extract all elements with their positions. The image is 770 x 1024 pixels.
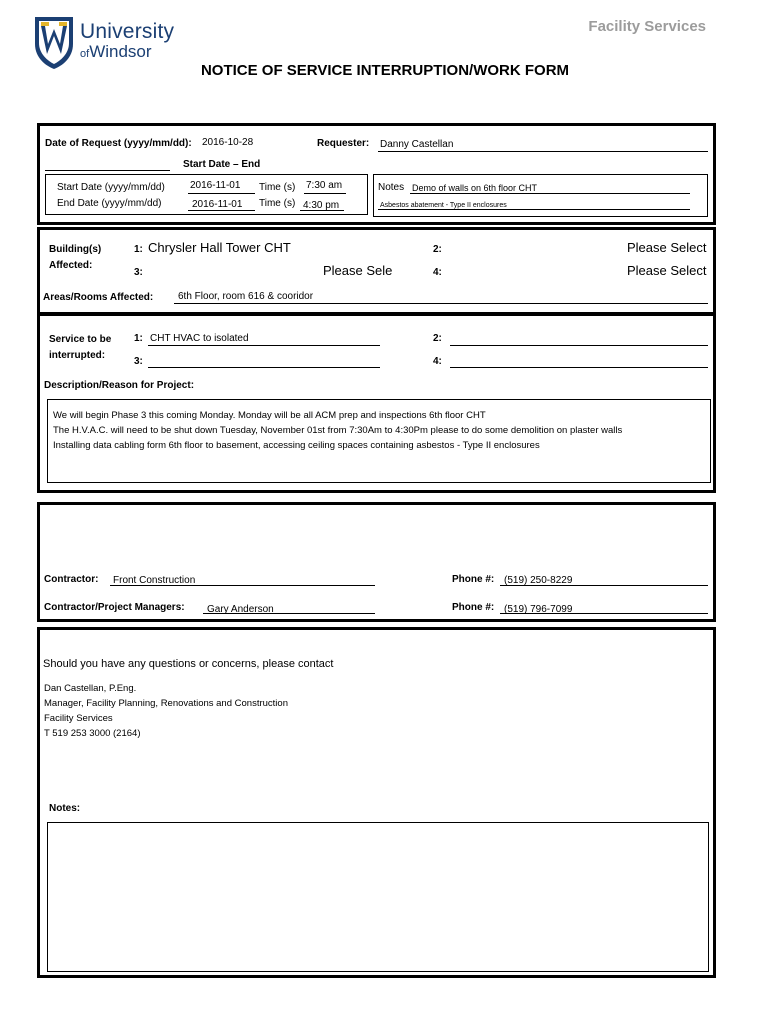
pm-phone-label: Phone #: xyxy=(452,602,495,613)
building-2-number: 2: xyxy=(433,244,442,255)
areas-label: Areas/Rooms Affected: xyxy=(43,292,154,303)
service-4-field[interactable] xyxy=(450,367,708,368)
contractor-section xyxy=(37,502,716,622)
logo-windsor-text: ofWindsor xyxy=(80,42,152,61)
end-time-value[interactable]: 4:30 pm xyxy=(303,200,340,211)
start-date-value[interactable]: 2016-11-01 xyxy=(190,180,241,191)
contact-details xyxy=(44,681,288,741)
contact-title: Manager, Facility Planning, Renovations and Construction xyxy=(44,698,288,709)
date-of-request-label: Date of Request (yyyy/mm/dd): xyxy=(45,138,192,149)
pm-phone-value[interactable]: (519) 796-7099 xyxy=(504,604,573,615)
buildings-label-2: Affected: xyxy=(49,260,93,271)
start-end-label: Start Date – End xyxy=(183,159,261,170)
contact-department: Facility Services xyxy=(44,713,113,724)
service-section xyxy=(37,313,716,493)
service-4-number: 4: xyxy=(433,356,442,367)
buildings-section xyxy=(37,227,716,315)
project-managers-value[interactable]: Gary Anderson xyxy=(207,604,274,615)
building-3-select[interactable]: Please Sele xyxy=(323,263,393,278)
notes-value[interactable]: Demo of walls on 6th floor CHT xyxy=(412,183,538,193)
notes-label: Notes xyxy=(378,182,405,193)
service-3-field[interactable] xyxy=(148,367,380,368)
start-time-value[interactable]: 7:30 am xyxy=(306,180,343,191)
requester-value[interactable]: Danny Castellan xyxy=(380,139,454,150)
contact-intro: Should you have any questions or concerns, please contact xyxy=(43,658,334,670)
form-title: NOTICE OF SERVICE INTERRUPTION/WORK FORM xyxy=(200,62,570,79)
contractor-phone-value[interactable]: (519) 250-8229 xyxy=(504,575,573,586)
end-date-value[interactable]: 2016-11-01 xyxy=(192,199,243,210)
building-1-number: 1: xyxy=(134,244,143,255)
contact-name: Dan Castellan, P.Eng. xyxy=(44,683,137,694)
notes-textarea[interactable] xyxy=(47,822,709,972)
buildings-label-1: Building(s) xyxy=(49,244,102,255)
building-2-select[interactable]: Please Select xyxy=(627,240,707,255)
contact-phone: T 519 253 3000 (2164) xyxy=(44,728,141,739)
service-1-value[interactable]: CHT HVAC to isolated xyxy=(150,333,249,344)
description-line: Installing data cabling form 6th floor to basement, accessing ceiling spaces containing asbestos - Type II enclosures xyxy=(53,440,540,451)
areas-value[interactable]: 6th Floor, room 616 & cooridor xyxy=(178,291,314,302)
notes-section-label: Notes: xyxy=(49,803,81,814)
service-3-number: 3: xyxy=(134,356,143,367)
building-4-number: 4: xyxy=(433,267,442,278)
building-3-number: 3: xyxy=(134,267,143,278)
end-time-label: Time (s) xyxy=(259,198,296,209)
start-time-label: Time (s) xyxy=(259,182,296,193)
department-name: Facility Services xyxy=(588,18,706,35)
contractor-phone-label: Phone #: xyxy=(452,574,495,585)
description-box[interactable] xyxy=(47,399,711,483)
contact-section xyxy=(37,627,716,978)
service-1-number: 1: xyxy=(134,333,143,344)
description-label: Description/Reason for Project: xyxy=(44,380,195,391)
service-2-number: 2: xyxy=(433,333,442,344)
end-date-label: End Date (yyyy/mm/dd) xyxy=(57,198,162,209)
service-label-2: interrupted: xyxy=(49,350,106,361)
notes-box xyxy=(373,174,708,217)
logo-university-text: University xyxy=(80,20,175,43)
contractor-label: Contractor: xyxy=(44,574,99,585)
notes-value-2[interactable]: Asbestos abatement - Type II enclosures xyxy=(380,202,507,209)
project-managers-label: Contractor/Project Managers: xyxy=(44,602,185,613)
requester-label: Requester: xyxy=(317,138,370,149)
date-of-request-value[interactable]: 2016-10-28 xyxy=(202,137,254,148)
building-4-select[interactable]: Please Select xyxy=(627,263,707,278)
request-section xyxy=(37,123,716,225)
start-date-label: Start Date (yyyy/mm/dd) xyxy=(57,182,165,193)
service-2-field[interactable] xyxy=(450,345,708,346)
description-line: The H.V.A.C. will need to be shut down Tuesday, November 01st from 7:30Am to 4:30Pm please to do some demolition on plaster walls xyxy=(53,425,623,436)
service-label-1: Service to be xyxy=(49,334,112,345)
building-1-select[interactable]: Chrysler Hall Tower CHT xyxy=(148,240,291,255)
contractor-value[interactable]: Front Construction xyxy=(113,575,196,586)
description-line: We will begin Phase 3 this coming Monday. Monday will be all ACM prep and inspections 6th floor CHT xyxy=(53,410,486,421)
